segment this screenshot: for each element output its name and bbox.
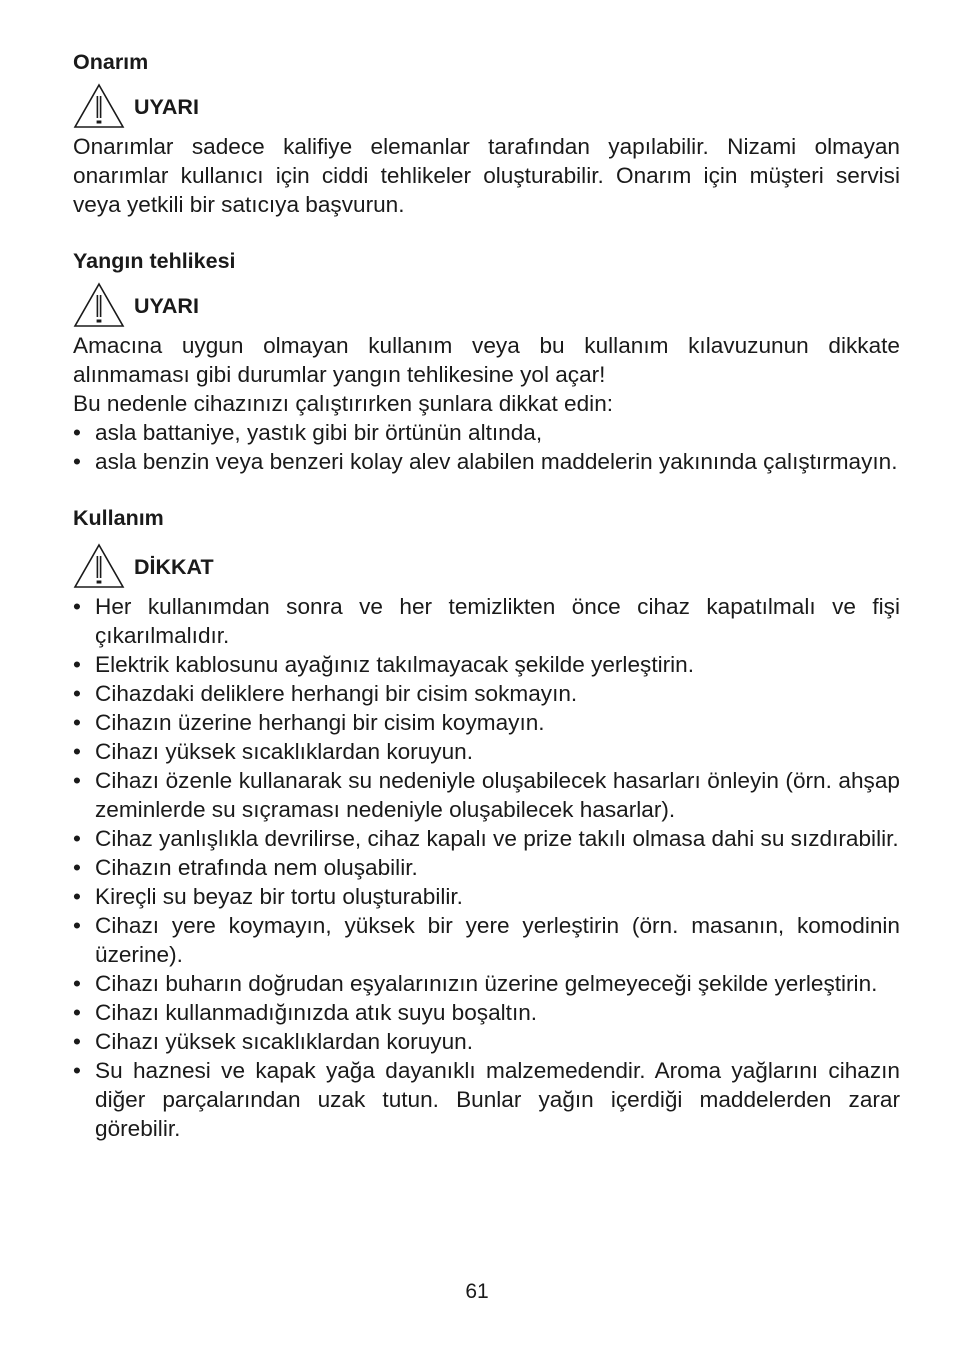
list-item: • asla battaniye, yastık gibi bir örtünün altında,	[73, 418, 900, 447]
warning-label: UYARI	[134, 293, 199, 318]
warning-triangle-icon	[73, 282, 125, 328]
section-usage	[73, 504, 900, 1143]
warning-triangle-icon	[73, 543, 125, 589]
page-number: 61	[465, 1280, 489, 1303]
list-item: • asla benzin veya benzeri kolay alev alabilen maddelerin yakınında çalıştırmayın.	[73, 447, 900, 476]
list-item: • Her kullanımdan sonra ve her temizlikten önce cihaz kapatılmalı ve fişi çıkarılmalıdır.	[73, 592, 900, 650]
section-heading-fire-hazard: Yangın tehlikesi	[73, 249, 236, 273]
warning-triangle-icon	[73, 83, 125, 129]
section-fire-hazard	[73, 247, 900, 476]
list-item: • Cihazı kullanmadığınızda atık suyu boşaltın.	[73, 998, 900, 1027]
list-item: • Cihaz yanlışlıkla devrilirse, cihaz kapalı ve prize takılı olmasa dahi su sızdırabilir.	[73, 824, 900, 853]
section-heading-usage: Kullanım	[73, 506, 164, 530]
paragraph: Amacına uygun olmayan kullanım veya bu kullanım kılavuzunun dikkate alınmaması gibi durumlar yangın tehlikesine yol açar!	[73, 333, 900, 387]
list-item: • Cihazı yüksek sıcaklıklardan koruyun.	[73, 1027, 900, 1056]
section-heading-repair: Onarım	[73, 50, 149, 74]
warning-label: UYARI	[134, 94, 199, 119]
list-item: • Kireçli su beyaz bir tortu oluşturabilir.	[73, 882, 900, 911]
list-item: • Cihazı yüksek sıcaklıklardan koruyun.	[73, 737, 900, 766]
list-item: • Cihazın üzerine herhangi bir cisim koymayın.	[73, 708, 900, 737]
bullet-list	[73, 418, 900, 476]
warning-block	[73, 80, 900, 132]
list-item: • Elektrik kablosunu ayağınız takılmayacak şekilde yerleştirin.	[73, 650, 900, 679]
paragraph: Bu nedenle cihazınızı çalıştırırken şunlara dikkat edin:	[73, 391, 614, 416]
list-item: • Su haznesi ve kapak yağa dayanıklı malzemedendir. Aroma yağlarını cihazın diğer parçalarından uzak tutun. Bunlar yağın içerdiği maddelerden zarar görebilir.	[73, 1056, 900, 1143]
caution-block	[73, 540, 900, 592]
list-item: • Cihazı buharın doğrudan eşyalarınızın üzerine gelmeyeceği şekilde yerleştirin.	[73, 969, 900, 998]
manual-page	[73, 48, 900, 1143]
paragraph: Onarımlar sadece kalifiye elemanlar tarafından yapılabilir. Nizami olmayan onarımlar kullanıcı için ciddi tehlikeler oluşturabilir. Onarım için müşteri servisi veya yetkili bir satıcıya başvurun.	[73, 134, 900, 217]
list-item: • Cihazı yere koymayın, yüksek bir yere yerleştirin (örn. masanın, komodinin üzerine).	[73, 911, 900, 969]
section-repair	[73, 48, 900, 219]
list-item: • Cihazdaki deliklere herhangi bir cisim sokmayın.	[73, 679, 900, 708]
bullet-list	[73, 592, 900, 1143]
caution-label: DİKKAT	[134, 554, 214, 579]
list-item: • Cihazı özenle kullanarak su nedeniyle oluşabilecek hasarları önleyin (örn. ahşap zeminlerde su sıçraması nedeniyle oluşabilecek hasarlar).	[73, 766, 900, 824]
warning-block	[73, 279, 900, 331]
list-item: • Cihazın etrafında nem oluşabilir.	[73, 853, 900, 882]
